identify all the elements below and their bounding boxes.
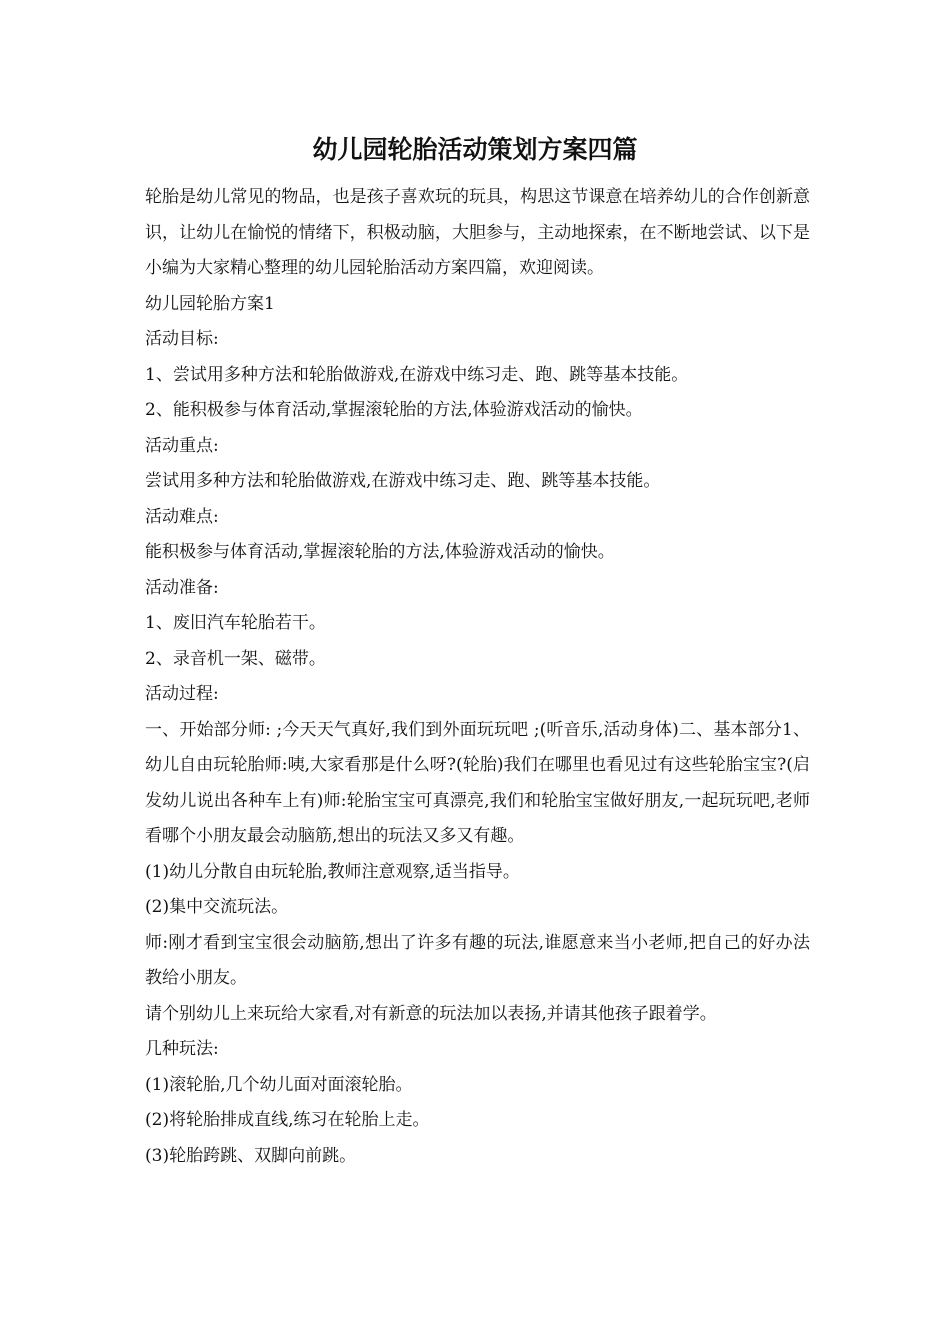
play-method-2: (2)将轮胎排成直线,练习在轮胎上走。: [145, 1110, 430, 1130]
section-heading-plan-1: 幼儿园轮胎方案1: [145, 293, 275, 314]
document-body: [145, 180, 810, 1174]
process-step-2: (2)集中交流玩法。: [145, 897, 289, 917]
heading-key-points: 活动重点:: [145, 435, 219, 456]
teacher-speech: 师:刚才看到宝宝很会动脑筋,想出了许多有趣的玩法,谁愿意来当小老师,把自己的好办法教给小朋友。: [145, 932, 810, 988]
difficulties-text: 能积极参与体育活动,掌握滚轮胎的方法,体验游戏活动的愉快。: [145, 542, 615, 562]
heading-process: 活动过程:: [145, 684, 219, 704]
goal-item-2: 2、能积极参与体育活动,掌握滚轮胎的方法,体验游戏活动的愉快。: [145, 400, 643, 420]
heading-preparation: 活动准备:: [145, 577, 219, 598]
key-points-text: 尝试用多种方法和轮胎做游戏,在游戏中练习走、跑、跳等基本技能。: [145, 471, 661, 491]
goal-item-1: 1、尝试用多种方法和轮胎做游戏,在游戏中练习走、跑、跳等基本技能。: [145, 364, 689, 385]
heading-difficulties: 活动难点:: [145, 506, 219, 527]
heading-play-methods: 几种玩法:: [145, 1039, 219, 1059]
process-text: 一、开始部分师: ;今天天气真好,我们到外面玩玩吧 ;(听音乐,活动身体)二、基本部分1、幼儿自由玩轮胎师:咦,大家看那是什么呀?(轮胎)我们在哪里也看见过有这些轮胎宝宝?(启发幼儿说出各种车上有)师:轮胎宝宝可真漂亮,我们和轮胎宝宝做好朋友,一起玩玩吧,老师看哪个小朋友最会动脑筋,想出的玩法又多又有趣。: [145, 719, 810, 846]
process-step-1: (1)幼儿分散自由玩轮胎,教师注意观察,适当指导。: [145, 861, 520, 882]
paragraph-intro: 轮胎是幼儿常见的物品，也是孩子喜欢玩的玩具，构思这节课意在培养幼儿的合作创新意识，让幼儿在愉悦的情绪下，积极动脑，大胆参与，主动地探索，在不断地尝试、以下是小编为大家精心整理的幼儿园轮胎活动方案四篇，欢迎阅读。: [145, 187, 810, 278]
play-method-1: (1)滚轮胎,几个幼儿面对面滚轮胎。: [145, 1074, 413, 1095]
preparation-item-2: 2、录音机一架、磁带。: [145, 648, 326, 669]
play-method-3: (3)轮胎跨跳、双脚向前跳。: [145, 1145, 357, 1166]
preparation-item-1: 1、废旧汽车轮胎若干。: [145, 613, 326, 633]
document-title: 幼儿园轮胎活动策划方案四篇: [312, 135, 638, 164]
heading-goals: 活动目标:: [145, 329, 219, 349]
demo-instruction: 请个别幼儿上来玩给大家看,对有新意的玩法加以表扬,并请其他孩子跟着学。: [145, 1003, 717, 1024]
